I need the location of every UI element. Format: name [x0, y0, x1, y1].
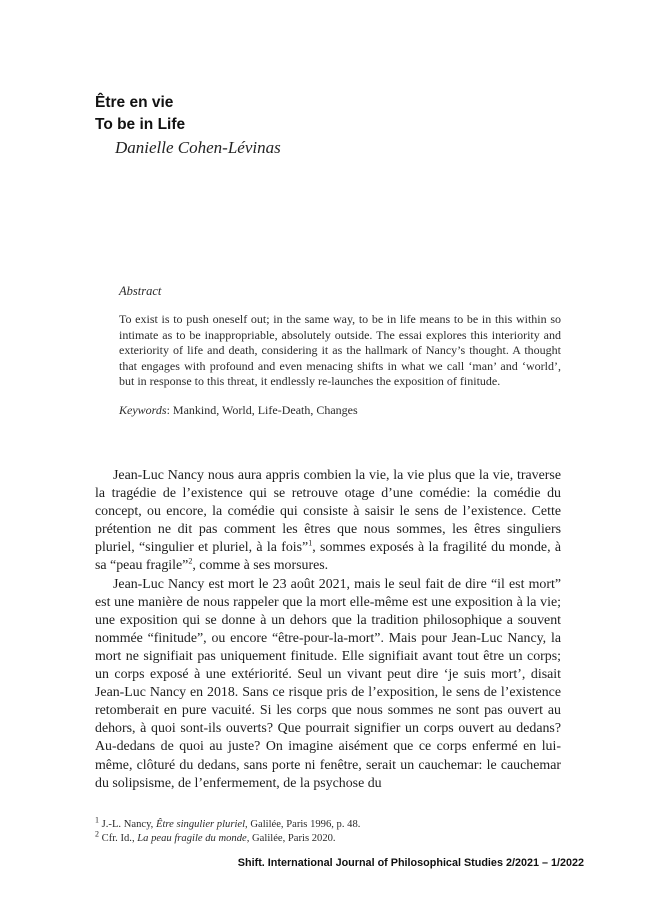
body-paragraph-1 — [95, 467, 561, 576]
footnotes — [95, 815, 561, 846]
body-p1-text-c: , comme à ses morsures. — [192, 558, 329, 574]
keywords-line — [119, 402, 561, 418]
title-french: Être en vie — [95, 94, 174, 111]
body-p1-text-b: , sommes exposés à la fragilité du monde, à sa “peau fragile” — [95, 540, 561, 574]
journal-footer: Shift. International Journal of Philosophical Studies 2/2021 – 1/2022 — [237, 857, 584, 869]
footnote-text: , Galilée, Paris 1996, p. 48. — [245, 819, 361, 830]
abstract-section — [119, 283, 561, 418]
footnote-text: Cfr. Id., — [99, 833, 138, 844]
body-p1-text-a: Jean-Luc Nancy nous aura appris combien la vie, la vie plus que la vie, traverse la tragédie de l’existence qui se retrouve otage d’une comédie: la comédie du concept, ou encore, la comédie qui consiste à saisir le sens de l’existence. Cette prétention ne dit pas comment les êtres que nous sommes, les êtres singuliers pluriel, “singulier et pluriel, à la fois” — [95, 468, 561, 556]
title-english: To be in Life — [95, 116, 186, 133]
footnote-1 — [95, 815, 561, 832]
body-text — [95, 467, 561, 793]
footnote-number: 1 — [95, 815, 99, 825]
footnote-2 — [95, 829, 561, 846]
author-name: Danielle Cohen-Lévinas — [115, 138, 281, 157]
abstract-text: To exist is to push oneself out; in the same way, to be in life means to be in this within so intimate as to be inappropriable, absolutely outside. The essai explores this interiority and exteriority of life and death, considering it as the hallmark of Nancy’s thought. A thought that engages with profound and even menacing shifts in what we call ‘man’ and ‘world’, but in response to this threat, it endlessly re-launches the exposition of finitude. — [119, 312, 561, 389]
title-block — [95, 92, 281, 160]
keywords-label: Keywords — [119, 402, 167, 417]
footnote-book-title: Être singulier pluriel — [155, 819, 246, 830]
footnote-text: Galilée, Paris 2020. — [249, 833, 336, 844]
footnote-number: 2 — [95, 829, 99, 839]
abstract-heading: Abstract — [119, 284, 162, 298]
footnote-ref-1[interactable]: 1 — [308, 538, 313, 548]
body-paragraph-2: Jean-Luc Nancy est mort le 23 août 2021, mais le seul fait de dire “il est mort” est une manière de nous rappeler que la mort elle-même est une exposition à la vie; une exposition qui se donne à un dehors que la tradition philosophique a souvent nommée “finitude”, ou encore “être-pour-la-mort”. Mais pour Jean-Luc Nancy, la mort ne signifiait pas uniquement finitude. Elle signifiait avant tout être un corps; un corps exposé à une extériorité. Seul un vivant peut dire ‘je suis mort’, disait Jean-Luc Nancy en 2018. Sans ce risque pris de l’exposition, le sens de l’existence retomberait en pure vacuité. Si les corps que nous sommes ne sont pas ouvert au dehors, à quoi sont-ils ouverts? Que pourrait signifier un corps ouvert au dedans? Au-dedans de quoi au juste? On imagine aisément que ce corps enfermé en lui-même, clôturé du dedans, sans porte ni fenêtre, serait un cauchemar: le cauchemar du solipsisme, de l’enfermement, de la psychose du — [95, 576, 561, 791]
footnote-book-title: La peau fragile du monde, — [137, 833, 250, 844]
footnote-text: J.-L. Nancy, — [99, 819, 156, 830]
footnote-ref-2[interactable]: 2 — [188, 556, 193, 566]
keywords-separator: : — [166, 402, 173, 417]
keywords-list: Mankind, World, Life-Death, Changes — [172, 402, 358, 417]
